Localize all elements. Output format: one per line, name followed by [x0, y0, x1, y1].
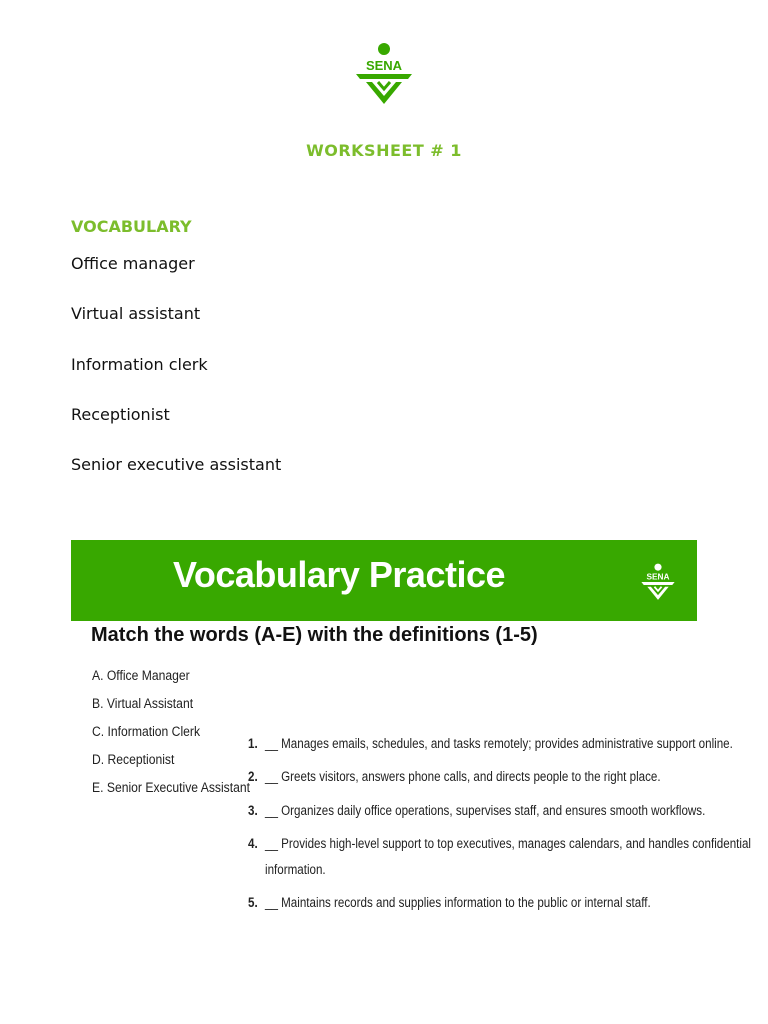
definition-1	[248, 736, 733, 751]
definition-number: 4.	[248, 836, 258, 851]
worksheet-title: WORKSHEET # 1	[306, 141, 462, 160]
definition-text: __ Maintains records and supplies information to the public or internal staff.	[264, 895, 651, 910]
vocab-item: Receptionist	[71, 405, 170, 424]
definition-number: 5.	[248, 895, 258, 910]
option-c: C. Information Clerk	[92, 724, 201, 739]
definition-text: __ Greets visitors, answers phone calls, and directs people to the right place.	[264, 769, 661, 784]
sena-logo	[352, 42, 416, 106]
definition-text: __ Manages emails, schedules, and tasks remotely; provides administrative support online.	[264, 736, 733, 751]
definition-text: __ Provides high-level support to top executives, manages calendars, and handles confidential	[264, 836, 751, 851]
logo-text: SENA	[365, 58, 403, 73]
vocab-item: Senior executive assistant	[71, 455, 282, 474]
logo-text: SENA	[646, 571, 670, 582]
definition-3	[248, 803, 705, 818]
vocab-item: Information clerk	[71, 355, 208, 374]
definition-number: 3.	[248, 803, 258, 818]
definition-5	[248, 895, 651, 910]
definition-4-continued: information.	[265, 862, 326, 877]
definition-text: __ Organizes daily office operations, supervises staff, and ensures smooth workflows.	[264, 803, 706, 818]
match-instruction: Match the words (A-E) with the definitions (1-5)	[91, 624, 538, 646]
vocabulary-heading: VOCABULARY	[71, 217, 192, 236]
sena-logo-white	[639, 562, 677, 602]
option-b: B. Virtual Assistant	[92, 696, 194, 711]
definition-number: 1.	[248, 736, 258, 751]
option-e: E. Senior Executive Assistant	[92, 780, 251, 795]
definition-4	[248, 836, 751, 851]
option-d: D. Receptionist	[92, 752, 175, 767]
definition-2	[248, 769, 661, 784]
banner-title: Vocabulary Practice	[173, 554, 506, 595]
practice-banner	[71, 540, 697, 621]
vocab-item: Virtual assistant	[71, 304, 201, 323]
vocab-item: Office manager	[71, 254, 195, 273]
definition-number: 2.	[248, 769, 258, 784]
option-a: A. Office Manager	[92, 668, 190, 683]
